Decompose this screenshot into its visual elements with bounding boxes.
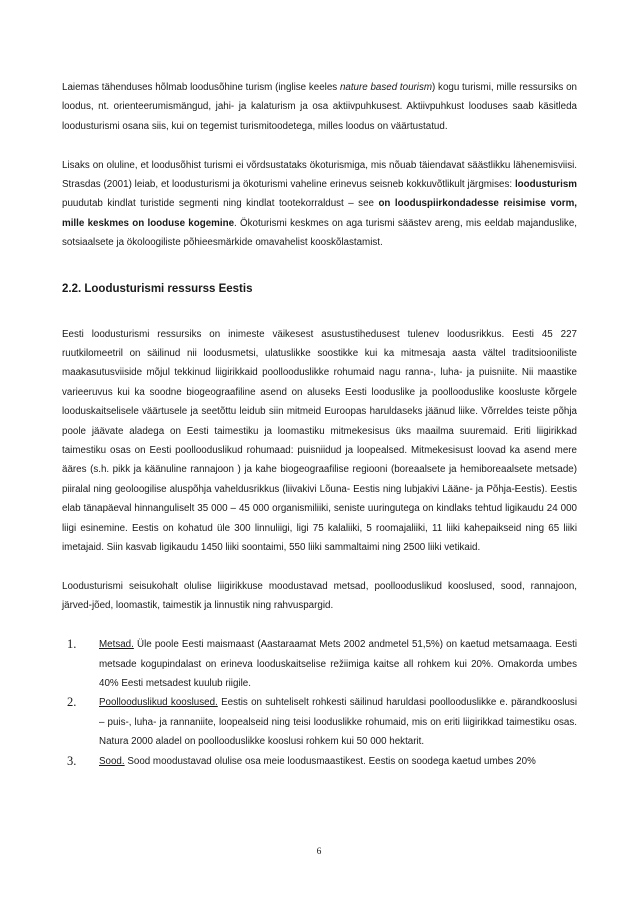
- text-run: Lisaks on oluline, et loodusõhist turismi ei võrdsustataks ökoturismiga, mis nõuab täiendavat säästlikku lähenemisviisi. Strasdas (2001) leiab, et loodusturismi ja ökoturismi vaheline erinevus seisneb kokkuvõtlikult järgmises:: [62, 159, 577, 191]
- paragraph-ecotourism: [62, 156, 577, 253]
- page-body: [62, 78, 577, 771]
- list-text: Eestis on suhteliselt rohkesti säilinud haruldasi poollooduslikke e. pärandkooslusi – puis-, luha- ja rannaniite, loopealseid ning teisi looduslikke rohumaid, mis on eriti liigirikkad taimestiku osas. Natura 2000 aladel on poollooduslikke kooslusi rohkem kui 50 000 hektarit.: [99, 697, 578, 748]
- bold-definition: on looduspiirkondadesse reisimise vorm, mille keskmes on looduse kogemine: [62, 198, 577, 229]
- list-text: Sood moodustavad olulise osa meie loodusmaastikest. Eestis on soodega kaetud umbes 20%: [124, 755, 536, 767]
- list-item: [62, 693, 577, 751]
- text-run: . Ökoturismi keskmes on aga turismi säästev areng, mis eeldab majanduslike, sotsiaalsete ja ökoloogiliste põhieesmärkide omavahelist kooskõlastamist.: [62, 217, 578, 249]
- list-number: 1.: [67, 637, 77, 652]
- text-run: puudutab kindlat turistide segmenti ning kindlat tootekorraldust – see: [62, 198, 379, 210]
- list-number: 3.: [67, 753, 77, 768]
- list-text: Üle poole Eesti maismaast (Aastaraamat Mets 2002 andmetel 51,5%) on kaetud metsamaaga. Eesti metsade kogupindalast on erineva looduskaitselise režiimiga kaitse all rohkem kui 20%. Omakorda umbes 40% Eesti metsadest kuulub riigile.: [99, 639, 577, 689]
- paragraph-biodiversity: Loodusturismi seisukohalt olulise liigirikkuse moodustavad metsad, poollooduslikud kooslused, sood, rannajoon, järved-jõed, loomastik, taimestik ja linnustik ning rahvuspargid.: [62, 580, 577, 612]
- list-item: [62, 752, 577, 771]
- bold-term: loodusturism: [514, 179, 577, 191]
- paragraph-resources: Eesti loodusturismi ressursiks on inimeste väikesest asustustihedusest tulenev loodusrikkus. Eesti 45 227 ruutkilomeetril on säilinud nii loodusmetsi, ulatuslikke soostikke kui ka mitmesaja aasta vältel traditsiooniliste maakasutusviiside mõjul tekkinud liigirikkaid poollooduslikke rohumaid nagu ranna-, luha- ja puisniite. Nii maastike varieeruvus kui ka soodne biogeograafiline asend on aluseks Eesti looduslike ja poollooduslike koosluste kõrgele looduskaitselisele väärtusele ja seetõttu leidub siin mitmeid Euroopas haruldaseks jäänud liike. Võrreldes teiste põhja poole jäävate aladega on Eesti taimestiku ja loomastiku mitmekesisus üks maailma suuremaid. Eriti liigirikkad taimestiku osas on Eesti poollooduslikud rohumaad: puisniidud ja loopealsed. Mitmekesisust loovad ka asend mere ääres (s.h. pikk ja käänuline rannajoon ) ja kahe biogeograafilise regiooni (boreaalsete ja hemiboreaalsete metsade) piiralal ning geoloogilise aluspõhja vaheldusrikkus (liivakivi Lõuna- Eestis ning lubjakivi Lääne- ja Põhja-Eestis). Eestis elab tänapäeval hinnanguliselt 35 000 – 45 000 organismiliiki, seniste uuringutega on kindlaks tehtud ligikaudu 24 000 liigi esinemine. Eestis on kohatud üle 300 linnuliigi, ligi 75 kalaliiki, 5 roomajaliiki, 11 liiki kahepaikseid ning 65 liiki imetajaid. Siin kasvab ligikaudu 1450 liiki soontaimi, 550 liiki sammaltaimi ning 2500 liiki vetikaid.: [62, 328, 577, 554]
- text-run: ) kogu turismi, mille ressursiks on loodus, nt. orienteerumismängud, jahi- ja kalaturism ja osa aktiivpuhkusest. Aktiivpuhkust looduses saab käsitleda loodusturismi osana siis, kui on tegemist turismitoodetega, milles loodus on väärtustatud.: [62, 82, 577, 132]
- page-number: 6: [316, 847, 322, 857]
- paragraph-nature-based-tourism: [62, 78, 577, 136]
- list-item: [62, 635, 577, 693]
- list-term: Poollooduslikud kooslused.: [99, 697, 218, 709]
- italic-term: nature based tourism: [339, 82, 433, 93]
- list-term: Sood.: [99, 755, 125, 767]
- text-run: Laiemas tähenduses hõlmab loodusõhine turism (inglise keeles: [62, 82, 340, 93]
- list-number: 2.: [67, 695, 77, 710]
- list-term: Metsad.: [99, 639, 134, 651]
- resource-list: [62, 635, 577, 771]
- section-heading: 2.2. Loodusturismi ressurss Eestis: [62, 282, 253, 295]
